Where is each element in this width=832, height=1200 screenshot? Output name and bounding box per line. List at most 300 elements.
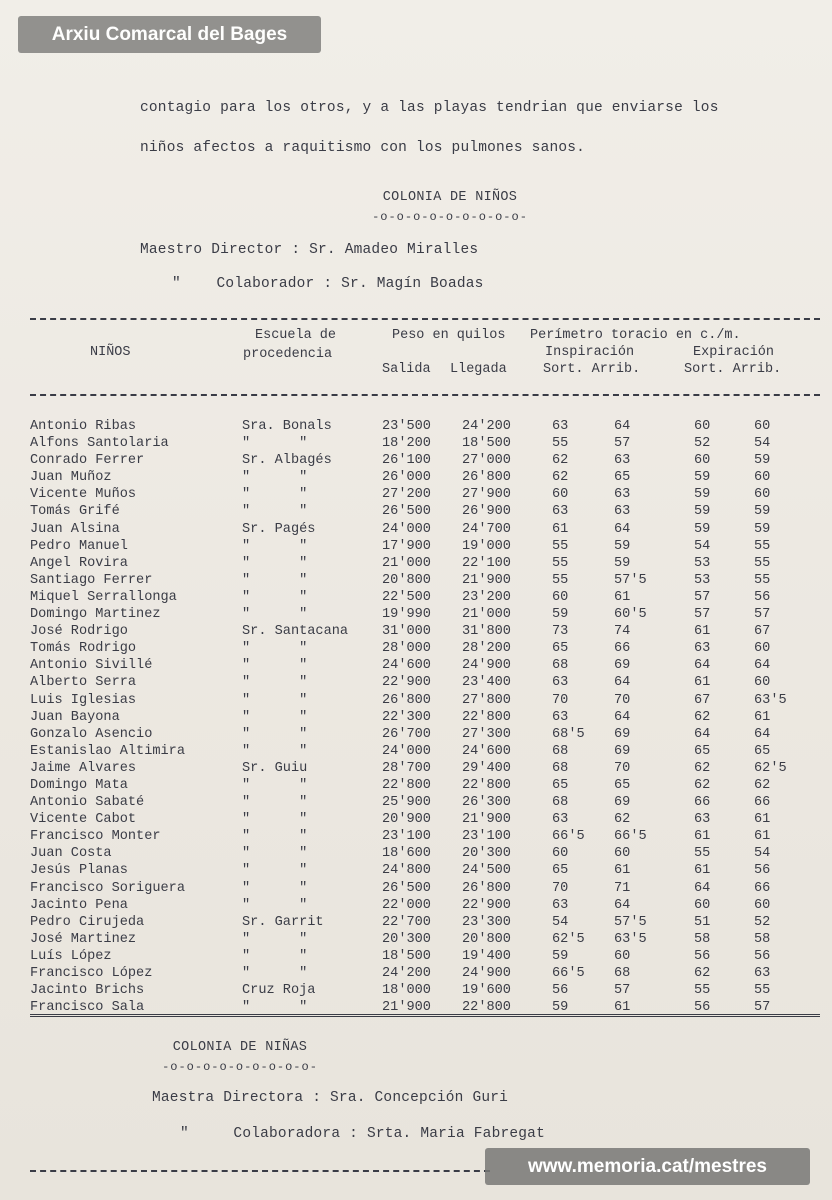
expiration-arrival-cell: 55 — [754, 572, 771, 588]
school-of-origin-cell: " " — [242, 555, 308, 571]
inspiration-arrival-cell: 64 — [614, 709, 631, 725]
weight-departure-cell: 28'700 — [382, 760, 431, 776]
expiration-departure-cell: 53 — [694, 572, 711, 588]
weight-departure-cell: 20'300 — [382, 931, 431, 947]
weight-arrival-cell: 24'700 — [462, 521, 511, 537]
inspiration-departure-cell: 66'5 — [552, 829, 585, 845]
table-row — [30, 726, 814, 743]
table-row — [30, 435, 814, 452]
col-header-peso: Peso en quilos — [392, 328, 506, 343]
inspiration-departure-cell: 63 — [552, 419, 569, 434]
expiration-departure-cell: 64 — [694, 658, 711, 674]
school-of-origin-cell: Sra. Bonals — [242, 419, 332, 434]
inspiration-departure-cell: 63 — [552, 675, 569, 691]
child-name-cell: Tomás Rodrigo — [30, 641, 137, 657]
col-header-escuela: Escuela de — [255, 328, 337, 343]
school-of-origin-cell: " " — [242, 846, 308, 862]
expiration-departure-cell: 57 — [694, 607, 711, 623]
table-row — [30, 469, 814, 486]
col-header-inspiracion: Inspiración — [545, 345, 635, 360]
weight-departure-cell: 31'000 — [382, 624, 431, 640]
expiration-departure-cell: 54 — [694, 538, 711, 554]
child-name-cell: Jacinto Brichs — [30, 983, 145, 999]
school-of-origin-cell: " " — [242, 795, 308, 811]
archive-watermark: Arxiu Comarcal del Bages — [18, 16, 321, 53]
inspiration-departure-cell: 68'5 — [552, 726, 585, 742]
weight-departure-cell: 22'900 — [382, 675, 431, 691]
inspiration-arrival-cell: 64 — [614, 419, 631, 434]
child-name-cell: Pedro Manuel — [30, 538, 128, 554]
inspiration-departure-cell: 54 — [552, 914, 569, 930]
school-of-origin-cell: " " — [242, 589, 308, 605]
weight-departure-cell: 24'000 — [382, 521, 431, 537]
weight-departure-cell: 22'700 — [382, 914, 431, 930]
child-name-cell: Vicente Cabot — [30, 812, 137, 828]
expiration-departure-cell: 61 — [694, 675, 711, 691]
table-header-rule — [30, 394, 820, 396]
inspiration-arrival-cell: 66'5 — [614, 829, 647, 845]
inspiration-arrival-cell: 70 — [614, 692, 631, 708]
school-of-origin-cell: " " — [242, 709, 308, 725]
weight-departure-cell: 18'500 — [382, 948, 431, 964]
inspiration-arrival-cell: 60 — [614, 846, 631, 862]
inspiration-arrival-cell: 57'5 — [614, 572, 647, 588]
weight-arrival-cell: 26'300 — [462, 795, 511, 811]
inspiration-arrival-cell: 66 — [614, 641, 631, 657]
expiration-departure-cell: 63 — [694, 812, 711, 828]
school-of-origin-cell: " " — [242, 863, 308, 879]
expiration-departure-cell: 60 — [694, 453, 711, 469]
expiration-arrival-cell: 60 — [754, 487, 771, 503]
child-name-cell: Vicente Muños — [30, 487, 137, 503]
inspiration-departure-cell: 68 — [552, 795, 569, 811]
website-watermark: www.memoria.cat/mestres — [485, 1148, 810, 1185]
weight-arrival-cell: 21'900 — [462, 572, 511, 588]
weight-arrival-cell: 23'400 — [462, 675, 511, 691]
school-of-origin-cell: " " — [242, 658, 308, 674]
table-row — [30, 709, 814, 726]
inspiration-arrival-cell: 69 — [614, 795, 631, 811]
table-row — [30, 845, 814, 862]
table-row — [30, 862, 814, 879]
table-row — [30, 828, 814, 845]
expiration-arrival-cell: 60 — [754, 641, 771, 657]
child-name-cell: Pedro Cirujeda — [30, 914, 145, 930]
girls-collaborator: Colaboradora : Srta. Maria Fabregat — [233, 1126, 545, 1142]
inspiration-arrival-cell: 57 — [614, 983, 631, 999]
inspiration-departure-cell: 59 — [552, 948, 569, 964]
child-name-cell: Miquel Serrallonga — [30, 589, 177, 605]
inspiration-arrival-cell: 63'5 — [614, 931, 647, 947]
inspiration-departure-cell: 55 — [552, 572, 569, 588]
child-name-cell: Domingo Martinez — [30, 607, 161, 623]
weight-departure-cell: 26'500 — [382, 504, 431, 520]
expiration-arrival-cell: 62 — [754, 777, 771, 793]
expiration-departure-cell: 60 — [694, 897, 711, 913]
child-name-cell: Antonio Sabaté — [30, 795, 145, 811]
weight-arrival-cell: 24'900 — [462, 966, 511, 981]
table-row — [30, 794, 814, 811]
inspiration-departure-cell: 61 — [552, 521, 569, 537]
expiration-arrival-cell: 62'5 — [754, 760, 787, 776]
expiration-departure-cell: 60 — [694, 419, 711, 434]
child-name-cell: Jaime Alvares — [30, 760, 137, 776]
ditto-mark: " — [180, 1126, 189, 1142]
weight-arrival-cell: 20'800 — [462, 931, 511, 947]
weight-arrival-cell: 22'800 — [462, 777, 511, 793]
expiration-arrival-cell: 52 — [754, 914, 771, 930]
expiration-arrival-cell: 63 — [754, 966, 771, 981]
weight-arrival-cell: 18'500 — [462, 436, 511, 452]
weight-departure-cell: 25'900 — [382, 795, 431, 811]
weight-departure-cell: 26'000 — [382, 470, 431, 486]
inspiration-arrival-cell: 63 — [614, 487, 631, 503]
school-of-origin-cell: " " — [242, 829, 308, 845]
inspiration-departure-cell: 70 — [552, 692, 569, 708]
expiration-arrival-cell: 59 — [754, 521, 771, 537]
weight-departure-cell: 22'800 — [382, 777, 431, 793]
weight-arrival-cell: 21'900 — [462, 812, 511, 828]
ditto-mark: " — [172, 276, 181, 292]
boys-director: Maestro Director : Sr. Amadeo Miralles — [140, 242, 479, 258]
school-of-origin-cell: Sr. Guiu — [242, 760, 308, 776]
weight-arrival-cell: 24'500 — [462, 863, 511, 879]
child-name-cell: Luís López — [30, 948, 112, 964]
inspiration-arrival-cell: 69 — [614, 658, 631, 674]
child-name-cell: Juan Bayona — [30, 709, 120, 725]
expiration-departure-cell: 65 — [694, 743, 711, 759]
expiration-departure-cell: 52 — [694, 436, 711, 452]
weight-arrival-cell: 27'800 — [462, 692, 511, 708]
weight-arrival-cell: 22'900 — [462, 897, 511, 913]
school-of-origin-cell: " " — [242, 880, 308, 896]
expiration-arrival-cell: 55 — [754, 555, 771, 571]
expiration-arrival-cell: 66 — [754, 880, 771, 896]
col-header-sort-arrib-insp: Sort. Arrib. — [543, 362, 641, 377]
expiration-arrival-cell: 66 — [754, 795, 771, 811]
inspiration-departure-cell: 68 — [552, 658, 569, 674]
school-of-origin-cell: " " — [242, 1000, 308, 1016]
child-name-cell: José Rodrigo — [30, 624, 128, 640]
expiration-departure-cell: 59 — [694, 521, 711, 537]
school-of-origin-cell: Sr. Pagés — [242, 521, 316, 537]
child-name-cell: Francisco López — [30, 966, 153, 981]
inspiration-departure-cell: 63 — [552, 504, 569, 520]
expiration-departure-cell: 55 — [694, 846, 711, 862]
child-name-cell: Antonio Sivillé — [30, 658, 153, 674]
table-row — [30, 606, 814, 623]
girls-colony-heading: COLONIA DE NIÑAS — [172, 1040, 308, 1055]
expiration-arrival-cell: 60 — [754, 419, 771, 434]
expiration-arrival-cell: 67 — [754, 624, 771, 640]
inspiration-departure-cell: 65 — [552, 777, 569, 793]
boys-collaborator: Colaborador : Sr. Magín Boadas — [216, 276, 484, 292]
inspiration-arrival-cell: 68 — [614, 966, 631, 981]
weight-arrival-cell: 29'400 — [462, 760, 511, 776]
weight-departure-cell: 26'100 — [382, 453, 431, 469]
child-name-cell: Francisco Sala — [30, 1000, 145, 1016]
weight-departure-cell: 24'600 — [382, 658, 431, 674]
girls-collaborator-line — [180, 1126, 545, 1142]
weight-departure-cell: 21'900 — [382, 1000, 431, 1016]
table-row — [30, 897, 814, 914]
expiration-departure-cell: 59 — [694, 504, 711, 520]
weight-arrival-cell: 21'000 — [462, 607, 511, 623]
weight-departure-cell: 18'200 — [382, 436, 431, 452]
school-of-origin-cell: " " — [242, 726, 308, 742]
school-of-origin-cell: Sr. Albagés — [242, 453, 332, 469]
child-name-cell: Francisco Monter — [30, 829, 161, 845]
intro-line-1: contagio para los otros, y a las playas tendrian que enviarse los — [140, 100, 719, 116]
school-of-origin-cell: " " — [242, 948, 308, 964]
weight-arrival-cell: 22'800 — [462, 709, 511, 725]
weight-departure-cell: 19'990 — [382, 607, 431, 623]
table-row — [30, 982, 814, 999]
expiration-arrival-cell: 61 — [754, 812, 771, 828]
expiration-departure-cell: 56 — [694, 1000, 711, 1016]
expiration-departure-cell: 62 — [694, 777, 711, 793]
table-bottom-rule — [30, 1014, 820, 1017]
inspiration-arrival-cell: 71 — [614, 880, 631, 896]
table-row — [30, 743, 814, 760]
expiration-departure-cell: 61 — [694, 829, 711, 845]
table-row — [30, 486, 814, 503]
inspiration-departure-cell: 65 — [552, 641, 569, 657]
expiration-arrival-cell: 55 — [754, 983, 771, 999]
girls-table-top-rule — [30, 1170, 490, 1172]
table-row — [30, 657, 814, 674]
table-row — [30, 965, 814, 982]
school-of-origin-cell: " " — [242, 538, 308, 554]
child-name-cell: Juan Costa — [30, 846, 112, 862]
expiration-arrival-cell: 54 — [754, 436, 771, 452]
expiration-departure-cell: 64 — [694, 880, 711, 896]
table-row — [30, 692, 814, 709]
inspiration-departure-cell: 55 — [552, 436, 569, 452]
table-row — [30, 521, 814, 538]
expiration-departure-cell: 59 — [694, 470, 711, 486]
weight-arrival-cell: 22'800 — [462, 1000, 511, 1016]
expiration-arrival-cell: 60 — [754, 897, 771, 913]
expiration-departure-cell: 56 — [694, 948, 711, 964]
school-of-origin-cell: " " — [242, 692, 308, 708]
child-name-cell: Gonzalo Asencio — [30, 726, 153, 742]
weight-arrival-cell: 26'800 — [462, 470, 511, 486]
expiration-arrival-cell: 56 — [754, 589, 771, 605]
expiration-departure-cell: 51 — [694, 914, 711, 930]
inspiration-departure-cell: 62 — [552, 453, 569, 469]
inspiration-arrival-cell: 64 — [614, 521, 631, 537]
expiration-arrival-cell: 60 — [754, 675, 771, 691]
expiration-arrival-cell: 56 — [754, 863, 771, 879]
table-row — [30, 418, 814, 435]
school-of-origin-cell: " " — [242, 777, 308, 793]
boys-collaborator-line — [172, 276, 484, 292]
expiration-departure-cell: 61 — [694, 624, 711, 640]
child-name-cell: Juan Muñoz — [30, 470, 112, 486]
school-of-origin-cell: Sr. Garrit — [242, 914, 324, 930]
expiration-arrival-cell: 55 — [754, 538, 771, 554]
table-row — [30, 948, 814, 965]
inspiration-arrival-cell: 59 — [614, 538, 631, 554]
table-row — [30, 452, 814, 469]
table-row — [30, 589, 814, 606]
inspiration-arrival-cell: 63 — [614, 504, 631, 520]
weight-arrival-cell: 19'400 — [462, 948, 511, 964]
intro-line-2: niños afectos a raquitismo con los pulmones sanos. — [140, 140, 586, 156]
table-row — [30, 538, 814, 555]
weight-departure-cell: 28'000 — [382, 641, 431, 657]
inspiration-departure-cell: 68 — [552, 760, 569, 776]
weight-arrival-cell: 23'300 — [462, 914, 511, 930]
expiration-departure-cell: 55 — [694, 983, 711, 999]
school-of-origin-cell: " " — [242, 572, 308, 588]
weight-arrival-cell: 19'000 — [462, 538, 511, 554]
child-name-cell: Jesús Planas — [30, 863, 128, 879]
inspiration-arrival-cell: 63 — [614, 453, 631, 469]
expiration-departure-cell: 53 — [694, 555, 711, 571]
inspiration-arrival-cell: 61 — [614, 589, 631, 605]
expiration-arrival-cell: 61 — [754, 709, 771, 725]
weight-departure-cell: 21'000 — [382, 555, 431, 571]
school-of-origin-cell: " " — [242, 504, 308, 520]
expiration-departure-cell: 63 — [694, 641, 711, 657]
weight-arrival-cell: 23'200 — [462, 589, 511, 605]
weight-arrival-cell: 23'100 — [462, 829, 511, 845]
expiration-departure-cell: 67 — [694, 692, 711, 708]
child-name-cell: Jacinto Pena — [30, 897, 128, 913]
school-of-origin-cell: " " — [242, 470, 308, 486]
expiration-departure-cell: 61 — [694, 863, 711, 879]
child-name-cell: Juan Alsina — [30, 521, 120, 537]
weight-arrival-cell: 31'800 — [462, 624, 511, 640]
expiration-arrival-cell: 59 — [754, 453, 771, 469]
weight-arrival-cell: 28'200 — [462, 641, 511, 657]
girls-heading-divider: -o-o-o-o-o-o-o-o-o- — [162, 1060, 318, 1074]
school-of-origin-cell: " " — [242, 966, 308, 981]
inspiration-departure-cell: 62'5 — [552, 931, 585, 947]
school-of-origin-cell: " " — [242, 931, 308, 947]
inspiration-arrival-cell: 64 — [614, 897, 631, 913]
child-name-cell: Alberto Serra — [30, 675, 137, 691]
expiration-arrival-cell: 60 — [754, 470, 771, 486]
inspiration-arrival-cell: 69 — [614, 726, 631, 742]
weight-arrival-cell: 24'900 — [462, 658, 511, 674]
school-of-origin-cell: " " — [242, 487, 308, 503]
school-of-origin-cell: Sr. Santacana — [242, 624, 349, 640]
child-name-cell: Domingo Mata — [30, 777, 128, 793]
table-row — [30, 555, 814, 572]
weight-departure-cell: 24'000 — [382, 743, 431, 759]
child-name-cell: Antonio Ribas — [30, 419, 137, 434]
weight-arrival-cell: 26'800 — [462, 880, 511, 896]
inspiration-arrival-cell: 65 — [614, 777, 631, 793]
table-row — [30, 880, 814, 897]
inspiration-departure-cell: 60 — [552, 487, 569, 503]
inspiration-arrival-cell: 70 — [614, 760, 631, 776]
weight-departure-cell: 22'300 — [382, 709, 431, 725]
weight-arrival-cell: 24'600 — [462, 743, 511, 759]
school-of-origin-cell: " " — [242, 743, 308, 759]
expiration-arrival-cell: 54 — [754, 846, 771, 862]
expiration-arrival-cell: 56 — [754, 948, 771, 964]
inspiration-arrival-cell: 57'5 — [614, 914, 647, 930]
weight-departure-cell: 24'800 — [382, 863, 431, 879]
col-header-ninos: NIÑOS — [90, 345, 131, 360]
child-name-cell: José Martinez — [30, 931, 137, 947]
school-of-origin-cell: " " — [242, 607, 308, 623]
inspiration-departure-cell: 63 — [552, 897, 569, 913]
child-name-cell: Luis Iglesias — [30, 692, 137, 708]
inspiration-arrival-cell: 65 — [614, 470, 631, 486]
expiration-arrival-cell: 58 — [754, 931, 771, 947]
inspiration-departure-cell: 60 — [552, 846, 569, 862]
school-of-origin-cell: " " — [242, 897, 308, 913]
weight-arrival-cell: 26'900 — [462, 504, 511, 520]
child-name-cell: Tomás Grifé — [30, 504, 120, 520]
girls-director: Maestra Directora : Sra. Concepción Guri — [152, 1090, 509, 1106]
inspiration-arrival-cell: 74 — [614, 624, 631, 640]
inspiration-departure-cell: 65 — [552, 863, 569, 879]
table-row — [30, 674, 814, 691]
expiration-departure-cell: 62 — [694, 760, 711, 776]
inspiration-arrival-cell: 64 — [614, 675, 631, 691]
weight-departure-cell: 20'900 — [382, 812, 431, 828]
measurements-rows — [30, 418, 814, 1016]
boys-colony-heading: COLONIA DE NIÑOS — [382, 190, 518, 205]
weight-arrival-cell: 24'200 — [462, 419, 511, 434]
inspiration-departure-cell: 63 — [552, 709, 569, 725]
expiration-departure-cell: 58 — [694, 931, 711, 947]
table-row — [30, 914, 814, 931]
inspiration-arrival-cell: 61 — [614, 1000, 631, 1016]
weight-departure-cell: 17'900 — [382, 538, 431, 554]
weight-arrival-cell: 27'300 — [462, 726, 511, 742]
weight-departure-cell: 22'500 — [382, 589, 431, 605]
expiration-arrival-cell: 57 — [754, 607, 771, 623]
weight-departure-cell: 18'600 — [382, 846, 431, 862]
col-header-procedencia: procedencia — [243, 347, 333, 362]
weight-departure-cell: 22'000 — [382, 897, 431, 913]
inspiration-departure-cell: 59 — [552, 1000, 569, 1016]
inspiration-departure-cell: 66'5 — [552, 966, 585, 981]
col-header-expiracion: Expiración — [693, 345, 775, 360]
weight-departure-cell: 24'200 — [382, 966, 431, 981]
school-of-origin-cell: " " — [242, 641, 308, 657]
col-header-salida: Salida — [382, 362, 431, 377]
table-top-rule — [30, 318, 820, 320]
weight-departure-cell: 23'100 — [382, 829, 431, 845]
school-of-origin-cell: " " — [242, 812, 308, 828]
child-name-cell: Angel Rovira — [30, 555, 128, 571]
table-row — [30, 572, 814, 589]
child-name-cell: Conrado Ferrer — [30, 453, 145, 469]
col-header-perimetro: Perímetro toracio en c./m. — [530, 328, 741, 343]
child-name-cell: Estanislao Altimira — [30, 743, 185, 759]
inspiration-arrival-cell: 59 — [614, 555, 631, 571]
expiration-arrival-cell: 59 — [754, 504, 771, 520]
inspiration-departure-cell: 62 — [552, 470, 569, 486]
expiration-departure-cell: 66 — [694, 795, 711, 811]
child-name-cell: Alfons Santolaria — [30, 436, 169, 452]
weight-arrival-cell: 22'100 — [462, 555, 511, 571]
inspiration-departure-cell: 59 — [552, 607, 569, 623]
table-row — [30, 640, 814, 657]
inspiration-arrival-cell: 60 — [614, 948, 631, 964]
expiration-arrival-cell: 65 — [754, 743, 771, 759]
inspiration-departure-cell: 56 — [552, 983, 569, 999]
weight-arrival-cell: 20'300 — [462, 846, 511, 862]
